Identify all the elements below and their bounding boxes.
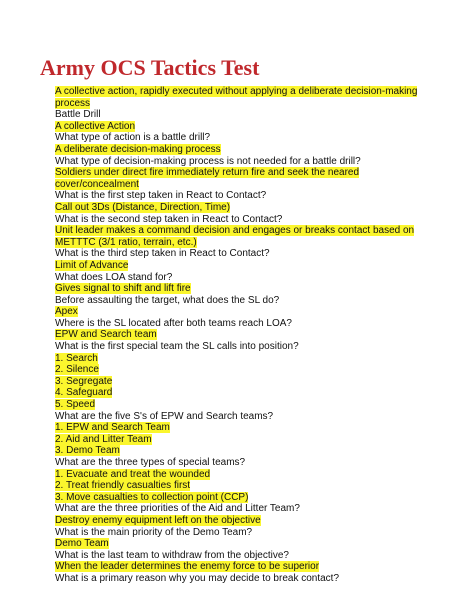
answer-text: Destroy enemy equipment left on the objective <box>55 514 261 526</box>
question-line <box>55 295 439 307</box>
answer-text: Unit leader makes a command decision and engages or breaks contact based on <box>55 225 415 237</box>
answer-line <box>55 98 439 110</box>
answer-text: 3. Segregate <box>55 375 113 387</box>
answer-text: When the leader determines the enemy force to be superior <box>55 561 320 573</box>
answer-text: 3. Demo Team <box>55 445 120 457</box>
answer-text: 2. Aid and Litter Team <box>55 433 152 445</box>
question-text: What are the five S's of EPW and Search teams? <box>55 410 274 422</box>
answer-text: Demo Team <box>55 538 109 550</box>
question-text: What is the third step taken in React to Contact? <box>55 248 270 260</box>
answer-line <box>55 561 439 573</box>
answer-text: 2. Treat friendly casualties first <box>55 480 191 492</box>
question-line <box>55 503 439 515</box>
answer-line <box>55 353 439 365</box>
answer-line <box>55 445 439 457</box>
answer-line <box>55 283 439 295</box>
answer-line <box>55 538 439 550</box>
answer-line <box>55 121 439 133</box>
answer-text: process <box>55 97 91 109</box>
question-line <box>55 190 439 202</box>
answer-text: Limit of Advance <box>55 259 129 271</box>
answer-line <box>55 260 439 272</box>
answer-text: Call out 3Ds (Distance, Direction, Time) <box>55 201 231 213</box>
question-text: Where is the SL located after both teams reach LOA? <box>55 317 292 329</box>
question-line <box>55 132 439 144</box>
answer-line <box>55 469 439 481</box>
question-line <box>55 550 439 562</box>
question-line <box>55 527 439 539</box>
answer-line <box>55 329 439 341</box>
answer-line <box>55 144 439 156</box>
question-text: What is the first special team the SL calls into position? <box>55 341 299 353</box>
question-text: What are the three priorities of the Aid and Litter Team? <box>55 503 300 515</box>
answer-text: 1. Evacuate and treat the wounded <box>55 468 211 480</box>
document-title: Army OCS Tactics Test <box>40 55 260 80</box>
question-line <box>55 109 439 121</box>
answer-line <box>55 515 439 527</box>
answer-line <box>55 167 439 179</box>
qa-list <box>55 86 439 585</box>
answer-line <box>55 434 439 446</box>
answer-line <box>55 422 439 434</box>
answer-text: A collective Action <box>55 120 136 132</box>
answer-text: 1. EPW and Search Team <box>55 422 170 434</box>
question-line <box>55 248 439 260</box>
question-line <box>55 457 439 469</box>
answer-text: cover/concealment <box>55 178 139 190</box>
question-text: What is the last team to withdraw from the objective? <box>55 549 289 561</box>
question-line <box>55 156 439 168</box>
answer-line <box>55 492 439 504</box>
question-text: Battle Drill <box>55 109 101 121</box>
question-text: What is the first step taken in React to Contact? <box>55 190 267 202</box>
answer-line <box>55 399 439 411</box>
answer-text: METTTC (3/1 ratio, terrain, etc.) <box>55 236 197 248</box>
answer-line <box>55 225 439 237</box>
answer-line <box>55 179 439 191</box>
question-text: What type of decision-making process is not needed for a battle drill? <box>55 155 361 167</box>
question-text: What is the main priority of the Demo Team? <box>55 526 253 538</box>
answer-text: 2. Silence <box>55 364 99 376</box>
question-text: Before assaulting the target, what does the SL do? <box>55 294 280 306</box>
answer-line <box>55 202 439 214</box>
answer-text: 3. Move casualties to collection point (CCP) <box>55 491 249 503</box>
question-line <box>55 411 439 423</box>
answer-line <box>55 387 439 399</box>
question-line <box>55 214 439 226</box>
answer-text: A collective action, rapidly executed without applying a deliberate decision-making <box>55 86 418 97</box>
answer-line <box>55 364 439 376</box>
answer-text: Soldiers under direct fire immediately return fire and seek the neared <box>55 167 360 179</box>
answer-text: 4. Safeguard <box>55 387 113 399</box>
answer-line <box>55 376 439 388</box>
answer-text: Apex <box>55 306 78 318</box>
question-text: What is the second step taken in React to Contact? <box>55 213 283 225</box>
answer-text: 1. Search <box>55 352 98 364</box>
question-line <box>55 272 439 284</box>
answer-text: EPW and Search team <box>55 329 157 341</box>
answer-text: Gives signal to shift and lift fire <box>55 283 191 295</box>
answer-text: 5. Speed <box>55 399 96 411</box>
answer-line <box>55 306 439 318</box>
question-line <box>55 341 439 353</box>
answer-line <box>55 86 439 98</box>
question-text: What is a primary reason why you may decide to break contact? <box>55 572 340 584</box>
question-text: What type of action is a battle drill? <box>55 132 211 144</box>
question-line <box>55 318 439 330</box>
answer-line <box>55 237 439 249</box>
answer-line <box>55 480 439 492</box>
question-text: What are the three types of special teams? <box>55 457 246 468</box>
question-line <box>55 573 439 585</box>
answer-text: A deliberate decision-making process <box>55 143 221 155</box>
question-text: What does LOA stand for? <box>55 271 173 283</box>
